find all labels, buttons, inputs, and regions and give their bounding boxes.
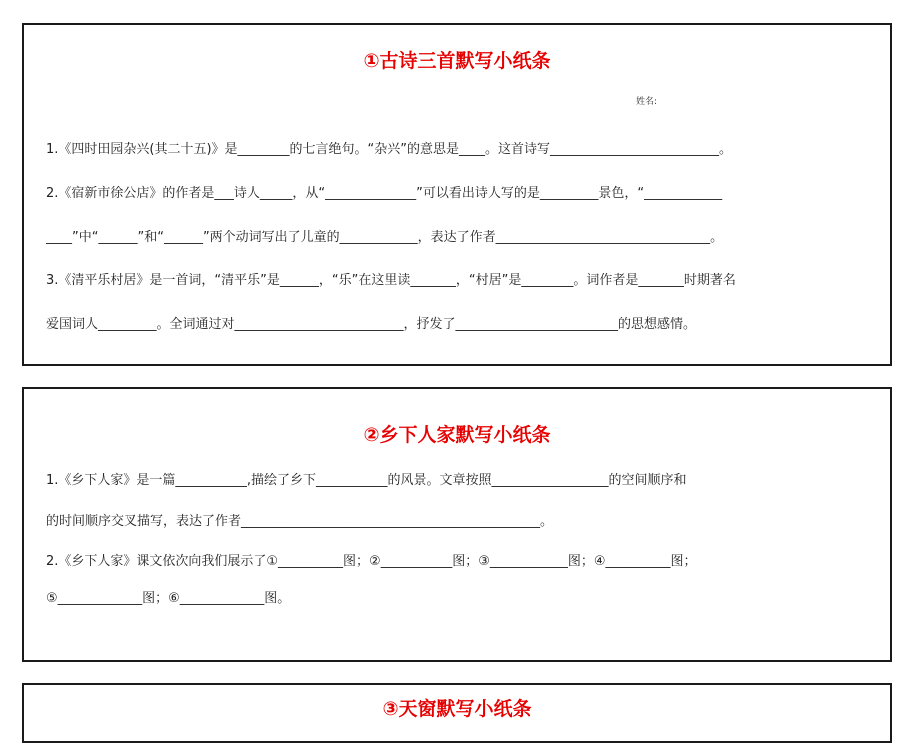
dictation-card-3	[22, 683, 892, 743]
card-2-line-2: 的时间顺序交叉描写，表达了作者______________________________________________。	[46, 514, 554, 529]
card-2-title: ②乡下人家默写小纸条	[363, 424, 551, 446]
dictation-card-1	[22, 23, 892, 366]
card-2-line-1: 1.《乡下人家》是一篇___________,描绘了乡下___________的风景。文章按照__________________的空间顺序和	[46, 473, 687, 488]
card-1-line-3: ____”中“______”和“______”两个动词写出了儿童的____________，表达了作者_________________________________。	[46, 230, 724, 245]
card-1-title: ①古诗三首默写小纸条	[363, 50, 551, 72]
card-2-line-4: ⑤_____________图；⑥_____________图。	[46, 591, 291, 606]
dictation-card-2	[22, 387, 892, 662]
card-1-line-5: 爱国词人_________。全词通过对__________________________，抒发了_________________________的思想感情。	[46, 317, 697, 332]
card-3-title: ③天窗默写小纸条	[382, 698, 532, 720]
card-1-line-4: 3.《清平乐村居》是一首词，“清平乐”是______，“乐”在这里读_______，“村居”是________。词作者是_______时期著名	[46, 273, 736, 288]
card-1-line-1: 1.《四时田园杂兴(其二十五)》是________的七言绝句。“杂兴”的意思是____。这首诗写__________________________。	[46, 142, 733, 157]
card-2-line-3: 2.《乡下人家》课文依次向我们展示了①__________图；②___________图；③____________图；④__________图；	[46, 554, 697, 569]
card-1-line-2: 2.《宿新市徐公店》的作者是___诗人_____，从“______________”可以看出诗人写的是_________景色，“____________	[46, 186, 723, 201]
name-label: 姓名:	[636, 97, 658, 107]
